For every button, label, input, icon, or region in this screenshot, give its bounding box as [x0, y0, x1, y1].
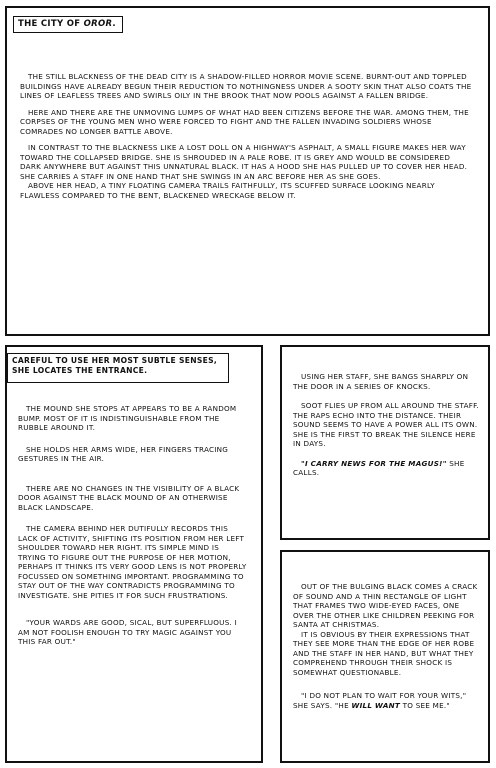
panel2-dialogue: "YOUR WARDS ARE GOOD, SICAL, BUT SUPERFLUOUS. I AM NOT FOOLISH ENOUGH TO TRY MAGIC AGAINST YOU THIS FAR OUT."	[18, 618, 237, 646]
panel2-paragraph-1: THE MOUND SHE STOPS AT APPEARS TO BE A RANDOM BUMP. MOST OF IT IS INDISTINGUISHABLE FROM THE RUBBLE AROUND IT.	[18, 404, 237, 432]
panel3-paragraph-2: SOOT FLIES UP FROM ALL AROUND THE STAFF. THE RAPS ECHO INTO THE DISTANCE. THEIR SOUND SEEMS TO HAVE A POWER ALL ITS OWN. SHE IS THE FIRST TO BREAK THE SILENCE HERE IN DAYS.	[293, 401, 479, 448]
she-calls: SHE CALLS.	[293, 458, 465, 477]
panel3-paragraph-1: USING HER STAFF, SHE BANGS SHARPLY ON THE DOOR IN A SERIES OF KNOCKS.	[293, 372, 469, 391]
panel4-narration	[293, 582, 479, 717]
magus-quote: "I CARRY NEWS FOR THE MAGUS!"	[301, 458, 447, 468]
dialogue-part-a: "I DO NOT PLAN TO WAIT FOR YOUR WITS," SHE SAYS. "HE	[293, 691, 467, 710]
panel4-paragraph-1: OUT OF THE BULGING BLACK COMES A CRACK OF SOUND AND A THIN RECTANGLE OF LIGHT THAT FRAMES TWO WIDE-EYED FACES, ONE OVER THE OTHER LIKE CHILDREN PEEKING FOR SANTA AT CHRISTMAS.	[293, 582, 478, 629]
panel1-paragraph-2: HERE AND THERE ARE THE UNMOVING LUMPS OF WHAT HAD BEEN CITIZENS BEFORE THE WAR. AMONG THEM, THE CORPSES OF THE YOUNG MEN WHO WERE FORCED TO FIGHT AND THE FALLEN INVADING SOLDIERS WHOSE COMRADES NO LONGER BATTLE ABOVE.	[20, 107, 469, 136]
panel2-paragraph-3: THERE ARE NO CHANGES IN THE VISIBILITY OF A BLACK DOOR AGAINST THE BLACK MOUND OF AN OTHERWISE BLACK LANDSCAPE.	[18, 483, 240, 512]
panel4-dialogue	[293, 691, 479, 710]
panel4-paragraph-2: IT IS OBVIOUS BY THEIR EXPRESSIONS THAT THEY SEE MORE THAN THE EDGE OF HER ROBE AND THE STAFF IN HER HAND, BUT WHAT THEY COMPREHEND THROUGH THEIR SHOCK IS SOMEWHAT QUESTIONABLE.	[293, 629, 475, 677]
caption-entrance: CAREFUL TO USE HER MOST SUBTLE SENSES, SHE LOCATES THE ENTRANCE.	[7, 353, 229, 383]
panel1-narration	[20, 72, 472, 207]
panel1-paragraph-4: ABOVE HER HEAD, A TINY FLOATING CAMERA TRAILS FAITHFULLY, ITS SCUFFED SURFACE LOOKING NEARLY FLAWLESS COMPARED TO THE BENT, BLACKENED WRECKAGE BELOW IT.	[20, 181, 435, 200]
caption-suffix: .	[112, 19, 116, 29]
panel2-paragraph-2: SHE HOLDS HER ARMS WIDE, HER FINGERS TRACING GESTURES IN THE AIR.	[18, 444, 229, 463]
panel3-narration	[293, 372, 479, 485]
panel3-quote-line	[293, 459, 479, 478]
panel1-paragraph-3: IN CONTRAST TO THE BLACKNESS LIKE A LOST DOLL ON A HIGHWAY'S ASPHALT, A SMALL FIGURE MAKES HER WAY TOWARD THE COLLAPSED BRIDGE. SHE IS SHROUDED IN A PALE ROBE. IT IS GREY AND WOULD BE CONSIDERED DARK ANYWHERE BUT AGAINST THIS UNNATURAL BLACK. IT HAS A HOOD SHE HAS PULLED UP TO COVER HER HEAD. SHE CARRIES A STAFF IN ONE HAND THAT SHE SWINGS IN AN ARC BEFORE HER AS SHE GOES.	[20, 143, 468, 181]
panel1-paragraph-1: THE STILL BLACKNESS OF THE DEAD CITY IS A SHADOW-FILLED HORROR MOVIE SCENE. BURNT-OUT AND TOPPLED BUILDINGS HAVE ALREADY BEGUN THEIR REDUCTION TO NOTHINGNESS UNDER A SOOTY SKIN THAT ALSO COATS THE LINES OF LEAFLESS TREES AND SWIRLS OILY IN THE BROOK THAT NOW POOLS AGAINST A FALLEN BRIDGE.	[20, 72, 472, 100]
panel2-narration	[18, 404, 248, 654]
caption-city-title	[13, 16, 123, 33]
dialogue-part-b: TO SEE ME."	[400, 700, 450, 710]
city-name: OROR	[83, 19, 113, 29]
caption-prefix: THE CITY OF	[18, 19, 84, 29]
panel2-paragraph-4: THE CAMERA BEHIND HER DUTIFULLY RECORDS THIS LACK OF ACTIVITY, SHIFTING ITS POSITION FROM HER LEFT SHOULDER TOWARD HER RIGHT. ITS SIMPLE MIND IS TRYING TO FIGURE OUT THE PURPOSE OF HER MOTION, PERHAPS IT THINKS ITS VERY GOOD LENS IS NOT PROPERLY FOCUSSED ON SOMETHING IMPORTANT. PROGRAMMING TO STAY OUT OF THE WAY CONTRADICTS PROGRAMMING TO INVESTIGATE. SHE PITIES IT FOR SUCH FRUSTRATIONS.	[18, 524, 247, 600]
will-want-emphasis: WILL WANT	[351, 700, 401, 710]
